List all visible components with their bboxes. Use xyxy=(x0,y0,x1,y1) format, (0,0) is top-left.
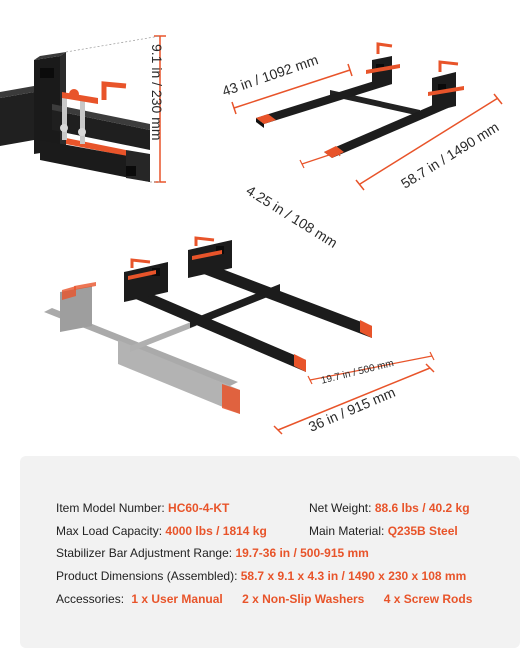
weight-label: Net Weight: xyxy=(309,501,372,515)
material-label: Main Material: xyxy=(309,524,385,538)
spec-dimensions xyxy=(56,569,466,583)
accessories-label: Accessories: xyxy=(56,592,125,606)
model-label: Item Model Number: xyxy=(56,501,165,515)
fork-length-label: 58.7 in / 1490 mm xyxy=(398,118,502,192)
capacity-value: 4000 lbs / 1814 kg xyxy=(165,524,267,538)
spec-weight xyxy=(309,501,470,515)
product-dim-label: Product Dimensions (Assembled): xyxy=(56,569,238,583)
stabilizer-value: 19.7-36 in / 500-915 mm xyxy=(235,546,369,560)
stabilizer-min-label: 19.7 in / 500 mm xyxy=(320,357,395,387)
fork-spacing-label: 43 in / 1092 mm xyxy=(220,51,321,100)
spec-material xyxy=(309,524,458,538)
height-dimension-label: 9.1 in / 230 mm xyxy=(149,44,165,141)
weight-value: 88.6 lbs / 40.2 kg xyxy=(374,501,470,515)
accessory-washers: 2 x Non-Slip Washers xyxy=(242,592,365,606)
spec-model xyxy=(56,501,229,515)
accessory-rods: 4 x Screw Rods xyxy=(383,592,473,606)
bracket-closeup xyxy=(0,36,166,182)
accessory-manual: 1 x User Manual xyxy=(131,592,223,606)
stabilizer-max-label: 36 in / 915 mm xyxy=(306,383,398,435)
fork-width-label: 4.25 in / 108 mm xyxy=(243,182,341,251)
spec-capacity xyxy=(56,524,267,538)
stabilizer-label: Stabilizer Bar Adjustment Range: xyxy=(56,546,233,560)
material-value: Q235B Steel xyxy=(387,524,458,538)
spec-accessories xyxy=(56,592,472,606)
model-value: HC60-4-KT xyxy=(168,501,230,515)
capacity-label: Max Load Capacity: xyxy=(56,524,163,538)
spec-stabilizer xyxy=(56,546,369,560)
product-dim-value: 58.7 x 9.1 x 4.3 in / 1490 x 230 x 108 mm xyxy=(240,569,467,583)
